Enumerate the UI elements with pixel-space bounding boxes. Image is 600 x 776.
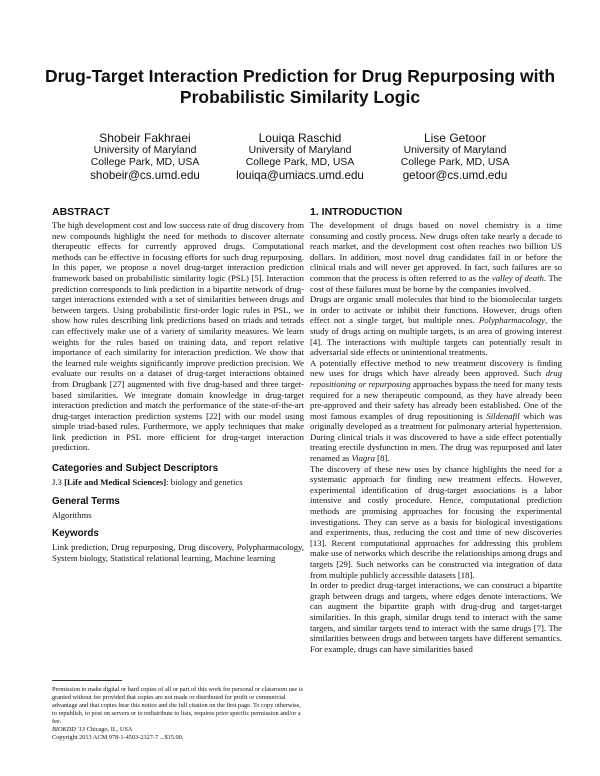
general-terms-text: Algorithms — [52, 509, 92, 520]
text-run: A potentially effective method to new treatment discovery is finding new uses for drugs which have already been approved. Such — [310, 357, 562, 379]
text-run: which was originally developed as a treatment for pulmonary arterial hypertension. During clinical trials it was discovered to have a side effect potentially treating erectile dysfunction in men. The drug was repurposed and later renamed as — [310, 410, 562, 464]
introduction-heading: 1. INTRODUCTION — [310, 206, 403, 218]
text-run: . The cost of these failures must be borne by the companies involved. — [310, 272, 562, 294]
category-rest: : biology and genetics — [166, 477, 243, 488]
author-affiliation: University of Maryland — [403, 145, 507, 156]
text-run: [8]. — [375, 453, 390, 464]
intro-paragraph-2 — [310, 294, 562, 358]
author-affiliation: University of Maryland — [248, 145, 352, 156]
author-1 — [70, 131, 220, 182]
intro-paragraph-1 — [310, 220, 562, 294]
permission-notice: Permission to make digital or hard copies of all or part of this work for personal or classroom use is granted without fee provided that copies are not made or distributed for profit or commercial advantage and that copies bear this notice and the full citation on the first page. To copy otherwise, to republish, to post on servers or to redistribute to lists, requires prior specific permission and/or a fee. — [52, 686, 303, 725]
categories-text — [52, 477, 304, 488]
author-location: College Park, MD, USA — [400, 157, 510, 169]
author-location: College Park, MD, USA — [90, 157, 200, 169]
keywords-section — [52, 528, 304, 563]
emphasis: Viagra — [351, 453, 375, 464]
footnote — [52, 686, 304, 742]
author-2 — [225, 131, 375, 182]
text-run: The development of drugs based on novel chemistry is a time consuming and costly process. New drugs often take nearly a decade to reach market, and the development cost often reaches two billion US dollars. In addition, most novel drug candidates fail in or before the clinical trials and will never get approved. In fact, such failures are so common that the process is often referred to as the — [310, 220, 562, 283]
abstract-heading: ABSTRACT — [52, 206, 110, 218]
author-name: Lise Getoor — [423, 131, 487, 145]
category-code: J.3 — [52, 477, 62, 488]
categories-heading: Categories and Subject Descriptors — [52, 463, 219, 475]
right-column — [310, 206, 562, 654]
left-column — [52, 206, 304, 563]
abstract-text: The high development cost and low success rate of drug discovery from new compounds highlight the need for methods to discover alternate therapeutic effects for currently approved drugs. Computational methods can be effective in focusing efforts for such drug repurposing. In this paper, we propose a novel drug-target interaction prediction framework based on probabilistic similarity logic (PSL) [5]. Interaction prediction corresponds to link prediction in a bipartite network of drug-target interactions extended with a set of similarities between drugs and between targets. Using probabilistic first-order logic rules in PSL, we show how rules describing link predictions based on triads and tetrads can effectively make use of a variety of similarity measures. We learn weights for the rules based on training data, and report relative importance of each similarity for interaction prediction. We show that the learned rule weights significantly improve prediction precision. We evaluate our results on a dataset of drug-target interactions obtained from Drugbank [27] augmented with five drug-based and three target-based similarities. We integrate domain knowledge in drug-target interaction prediction and match the performance of the state-of-the-art drug-target interaction prediction systems [22] with our model using simple triad-based rules. Furthermore, we apply techniques that make link prediction in PSL more efficient for drug-target interaction prediction. — [52, 220, 304, 453]
emphasis: Sildenafil — [486, 410, 520, 421]
paper-title: Drug-Target Interaction Prediction for Drug Repurposing with Probabilistic Similarity Logic — [44, 66, 556, 107]
keywords-text: Link prediction, Drug repurposing, Drug discovery, Polypharmacology, System biology, Statistical relational learning, Machine learning — [52, 542, 304, 563]
intro-paragraph-4: The discovery of these new uses by chance highlights the need for a systematic approach for finding new treatment effects. However, experimental identification of drug-target associations is a labor intensive and costly procedure. Hence, computational prediction methods are promising approaches for focusing the experimental investigations. They can serve as a basis for biological investigations and experiments, thus, reducing the cost and time of new discoveries [13]. Recent computational approaches for addressing this problem make use of networks which describe the relationships among drugs and targets [29]. Such networks can be constructed via integration of data from multiple publicly accessible datasets [18]. — [310, 463, 562, 580]
venue-name: BIOKDD '13 — [52, 726, 86, 733]
emphasis: valley of death — [491, 272, 544, 283]
author-name: Louiqa Raschid — [258, 131, 342, 145]
venue-line — [52, 726, 304, 734]
intro-paragraph-5: In order to predict drug-target interactions, we can construct a bipartite graph between drugs and targets, where edges denote interactions. We can augment the bipartite graph with drug-drug and target-target similarities. In this graph, similar drugs tend to interact with the same targets, and similar targets tend to interact with the same drugs [7]. The similarities between drugs and between targets have different semantics. For example, drugs can have similarities based — [310, 580, 562, 654]
author-email[interactable]: getoor@cs.umd.edu — [402, 169, 508, 183]
copyright-line: Copyright 2013 ACM 978-1-4503-2327-7 ...$15.00. — [52, 734, 184, 741]
categories-section — [52, 463, 304, 488]
emphasis: drug repositioning or repurposing — [310, 368, 562, 389]
general-terms-heading: General Terms — [52, 495, 120, 507]
author-location: College Park, MD, USA — [245, 157, 355, 169]
venue-location: Chicago, IL, USA — [85, 726, 133, 733]
general-terms-section — [52, 496, 304, 521]
intro-paragraph-3 — [310, 358, 562, 464]
author-email[interactable]: shobeir@cs.umd.edu — [90, 169, 200, 183]
text-run: , the study of drugs acting on multiple targets, is an area of growing interest [4]. The interactions with multiple targets can potentially result in adversarial side effects or unintentional treatments. — [310, 315, 562, 358]
author-email[interactable]: louiqa@umiacs.umd.edu — [236, 169, 364, 183]
author-3 — [380, 131, 530, 182]
author-name: Shobeir Fakhraei — [99, 131, 191, 145]
author-affiliation: University of Maryland — [93, 145, 197, 156]
category-bold: [Life and Medical Sciences] — [64, 477, 167, 488]
keywords-heading: Keywords — [52, 528, 99, 540]
footnote-divider — [52, 680, 122, 681]
author-block — [70, 131, 530, 182]
text-run: Drugs are organic small molecules that bind to the biomolecular targets in order to activate or inhibit their functions. However, drugs often effect not a single target, but multiple ones. — [310, 294, 562, 326]
text-run: approaches bypass the need for many tests required for a new therapeutic compound, as they have already been pre-approved and their safety has already been established. One of the most famous examples of drug repositioning is — [310, 378, 562, 421]
emphasis: Polypharmacology — [478, 315, 545, 326]
